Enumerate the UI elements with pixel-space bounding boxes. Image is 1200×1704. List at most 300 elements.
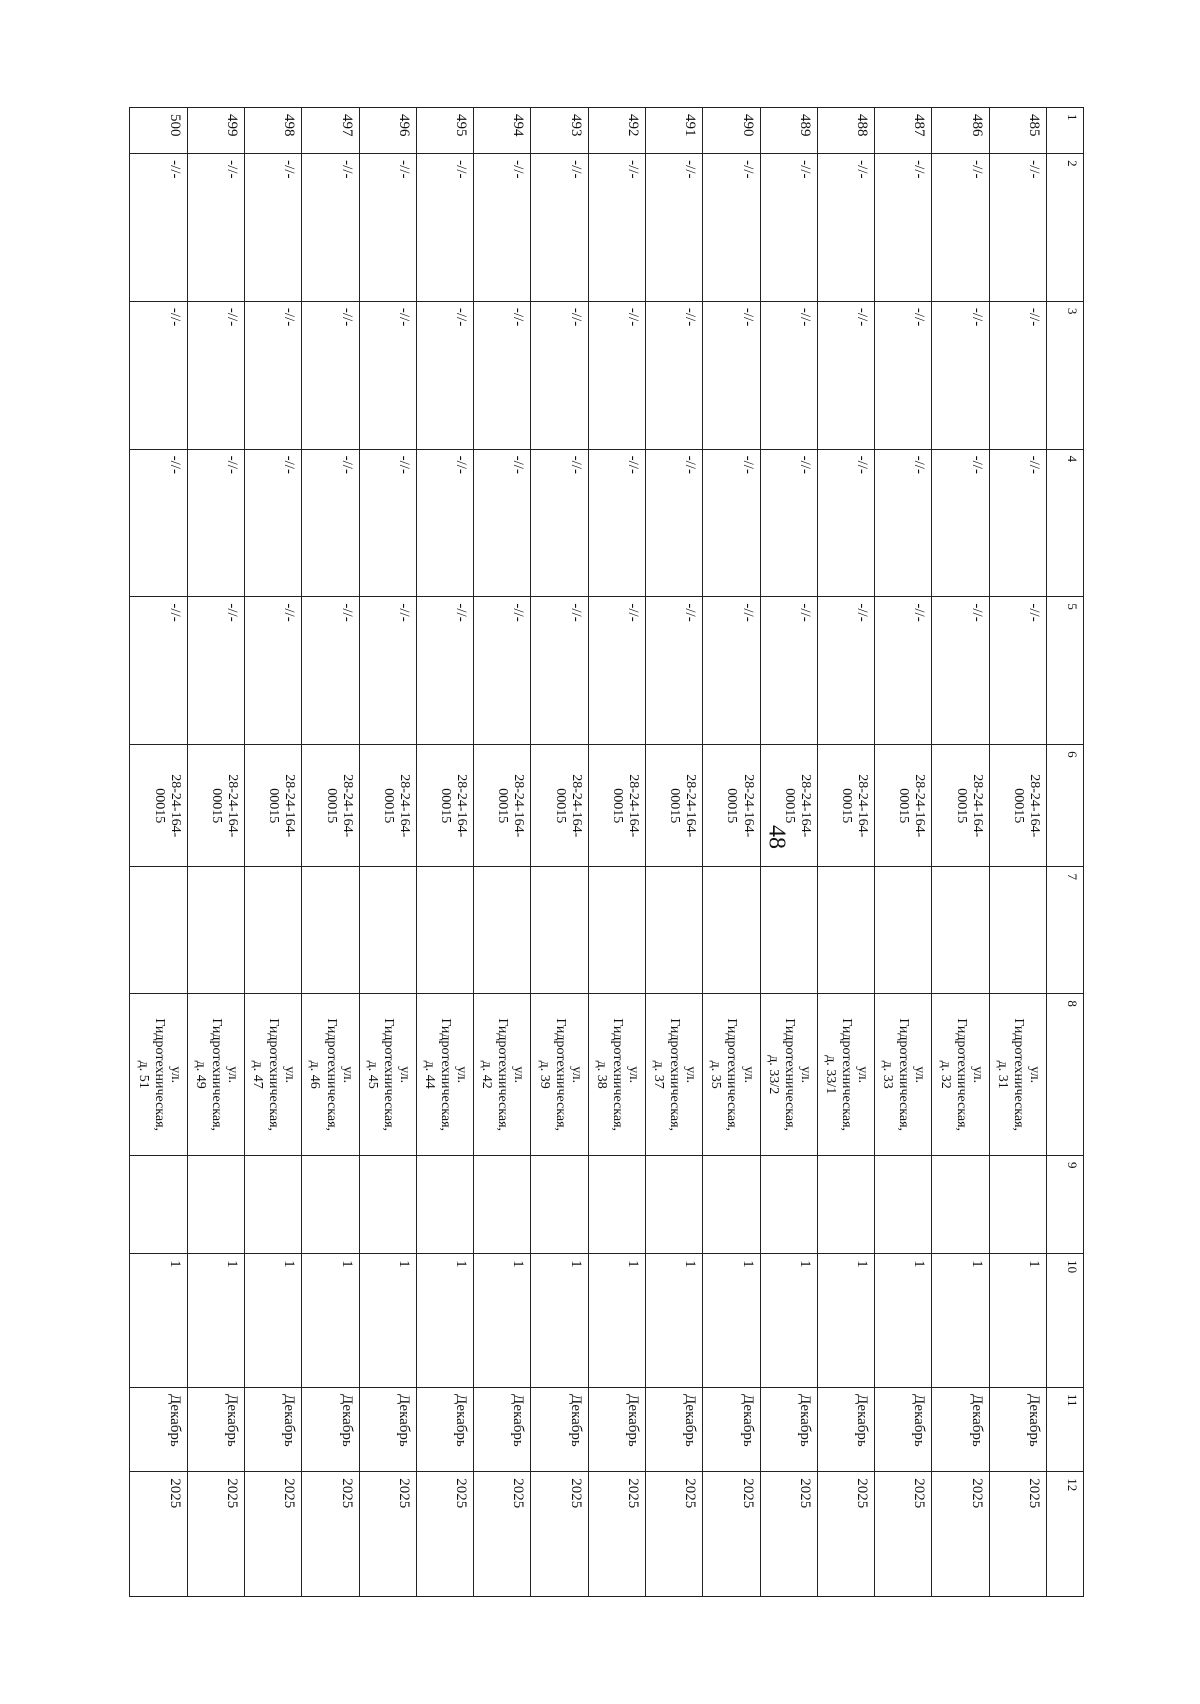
address-line: Гидротехническая, (495, 1018, 511, 1132)
cell-col-2: -//- (760, 154, 817, 302)
address-line: ул. (855, 1066, 871, 1084)
cell-col-2: -//- (359, 154, 416, 302)
address-line: Гидротехническая, (609, 1018, 625, 1132)
cell-col-3: -//- (531, 301, 588, 449)
address-line: ул. (683, 1066, 699, 1084)
address-line: Гидротехническая, (1010, 1018, 1026, 1132)
table-row (588, 108, 645, 1597)
cadastral-number-line: 28-24-164- (1027, 774, 1042, 838)
cell-col-7 (245, 867, 302, 994)
row-number: 493 (531, 108, 588, 154)
cell-col-3: -//- (474, 301, 531, 449)
cell-col-7 (646, 867, 703, 994)
column-header-9: 9 (1047, 1156, 1084, 1254)
address-line: Гидротехническая, (208, 1018, 224, 1132)
address-line: д. 37 (651, 1060, 667, 1089)
cell-col-3: -//- (646, 301, 703, 449)
cadastral-number-line: 28-24-164- (396, 774, 412, 838)
cadastral-number-line: 28-24-164- (626, 774, 642, 838)
cell-col-2: -//- (703, 154, 760, 302)
address-line: д. 39 (536, 1060, 552, 1089)
cadastral-number (416, 745, 473, 867)
month-cell: Декабрь (703, 1388, 760, 1472)
cell-col-2: -//- (932, 154, 989, 302)
address-line: Гидротехническая, (724, 1018, 740, 1132)
table-row (932, 108, 989, 1597)
year-cell: 2025 (760, 1472, 817, 1597)
column-header-2: 2 (1047, 154, 1084, 302)
cell-col-5: -//- (875, 597, 932, 745)
cell-col-9 (817, 1156, 874, 1254)
cell-col-9 (416, 1156, 473, 1254)
cell-col-2: -//- (531, 154, 588, 302)
cell-col-5: -//- (703, 597, 760, 745)
quantity-cell: 1 (817, 1254, 874, 1388)
address-line: д. 49 (192, 1060, 208, 1089)
cell-col-7 (130, 867, 187, 994)
address-cell (646, 994, 703, 1156)
address-line: ул. (339, 1066, 355, 1084)
cell-col-7 (703, 867, 760, 994)
address-line: д. 33/1 (822, 1055, 838, 1095)
table-row (817, 108, 874, 1597)
month-cell: Декабрь (302, 1388, 359, 1472)
table-body (130, 108, 1084, 1597)
cell-col-9 (302, 1156, 359, 1254)
cadastral-number-line: 00015 (724, 788, 740, 824)
cell-col-9 (703, 1156, 760, 1254)
year-cell: 2025 (588, 1472, 645, 1597)
cell-col-3: -//- (588, 301, 645, 449)
cadastral-number-line: 00015 (781, 788, 797, 824)
cell-col-4: -//- (989, 449, 1046, 597)
address-line: д. 35 (708, 1060, 724, 1089)
address-cell (588, 994, 645, 1156)
address-cell (187, 994, 244, 1156)
quantity-cell: 1 (646, 1254, 703, 1388)
cell-col-4: -//- (245, 449, 302, 597)
year-cell: 2025 (875, 1472, 932, 1597)
cadastral-number (703, 745, 760, 867)
cell-col-5: -//- (760, 597, 817, 745)
address-line: д. 33/2 (765, 1055, 781, 1095)
address-line: ул. (225, 1066, 241, 1084)
address-line: ул. (167, 1066, 183, 1084)
row-number: 496 (359, 108, 416, 154)
cadastral-number (875, 745, 932, 867)
address-line: д. 44 (422, 1060, 437, 1089)
cell-col-4: -//- (359, 449, 416, 597)
quantity-cell: 1 (703, 1254, 760, 1388)
cell-col-2: -//- (130, 154, 187, 302)
year-cell: 2025 (245, 1472, 302, 1597)
year-cell: 2025 (130, 1472, 187, 1597)
page-number: 48 (763, 825, 790, 849)
cadastral-number-line: 00015 (953, 788, 969, 824)
cadastral-number-line: 00015 (438, 788, 454, 824)
address-line: ул. (740, 1066, 756, 1084)
column-header-6: 6 (1047, 745, 1084, 867)
cell-col-2: -//- (875, 154, 932, 302)
cell-col-7 (474, 867, 531, 994)
row-number: 497 (302, 108, 359, 154)
address-cell (302, 994, 359, 1156)
year-cell: 2025 (187, 1472, 244, 1597)
cadastral-number-line: 28-24-164- (912, 774, 928, 838)
address-line: д. 33 (880, 1060, 896, 1089)
cell-col-9 (531, 1156, 588, 1254)
cell-col-9 (760, 1156, 817, 1254)
address-cell (817, 994, 874, 1156)
column-header-10: 10 (1047, 1254, 1084, 1388)
address-line: ул. (282, 1066, 298, 1084)
address-cell (875, 994, 932, 1156)
cell-col-9 (932, 1156, 989, 1254)
cell-col-7 (416, 867, 473, 994)
address-line: ул. (626, 1066, 642, 1084)
table-row (989, 108, 1046, 1597)
column-header-5: 5 (1047, 597, 1084, 745)
table-row (416, 108, 473, 1597)
address-line: Гидротехническая, (438, 1018, 454, 1132)
address-line: ул. (969, 1066, 985, 1084)
row-number: 489 (760, 108, 817, 154)
address-line: Гидротехническая, (667, 1018, 683, 1132)
table-row (474, 108, 531, 1597)
cadastral-number (245, 745, 302, 867)
address-line: Гидротехническая, (839, 1018, 855, 1132)
cadastral-number (359, 745, 416, 867)
cell-col-7 (588, 867, 645, 994)
cell-col-2: -//- (989, 154, 1046, 302)
year-cell: 2025 (416, 1472, 473, 1597)
table-row (646, 108, 703, 1597)
cell-col-3: -//- (302, 301, 359, 449)
address-line: Гидротехническая, (323, 1018, 339, 1132)
cadastral-number-line: 00015 (896, 788, 912, 824)
cell-col-5: -//- (416, 597, 473, 745)
rotated-table-frame (135, 107, 1084, 1597)
address-cell (130, 994, 187, 1156)
month-cell: Декабрь (531, 1388, 588, 1472)
month-cell: Декабрь (646, 1388, 703, 1472)
address-line: Гидротехническая, (953, 1018, 969, 1132)
address-line: д. 32 (937, 1060, 953, 1089)
quantity-cell: 1 (302, 1254, 359, 1388)
quantity-cell: 1 (416, 1254, 473, 1388)
quantity-cell: 1 (130, 1254, 187, 1388)
address-line: д. 31 (994, 1060, 1010, 1089)
quantity-cell: 1 (588, 1254, 645, 1388)
row-number: 494 (474, 108, 531, 154)
month-cell: Декабрь (245, 1388, 302, 1472)
cadastral-number-line: 28-24-164- (797, 774, 813, 838)
cadastral-number (760, 745, 817, 867)
quantity-cell: 1 (474, 1254, 531, 1388)
table-row (359, 108, 416, 1597)
cell-col-4: -//- (416, 449, 473, 597)
year-cell: 2025 (302, 1472, 359, 1597)
cell-col-9 (130, 1156, 187, 1254)
cell-col-5: -//- (187, 597, 244, 745)
cadastral-number (817, 745, 874, 867)
cell-col-3: -//- (875, 301, 932, 449)
cell-col-7 (817, 867, 874, 994)
table-row (187, 108, 244, 1597)
address-line: д. 51 (135, 1060, 151, 1089)
cadastral-number-line: 28-24-164- (855, 774, 871, 838)
cell-col-4: -//- (703, 449, 760, 597)
table-row (130, 108, 187, 1597)
cell-col-5: -//- (302, 597, 359, 745)
month-cell: Декабрь (416, 1388, 473, 1472)
cell-col-9 (474, 1156, 531, 1254)
cell-col-2: -//- (416, 154, 473, 302)
cadastral-number (474, 745, 531, 867)
table-row (531, 108, 588, 1597)
month-cell: Декабрь (989, 1388, 1046, 1472)
year-cell: 2025 (646, 1472, 703, 1597)
cell-col-9 (875, 1156, 932, 1254)
cell-col-5: -//- (932, 597, 989, 745)
cell-col-5: -//- (588, 597, 645, 745)
cadastral-number-line: 00015 (380, 788, 396, 824)
address-line: д. 45 (364, 1060, 380, 1089)
row-number: 500 (130, 108, 187, 154)
cell-col-3: -//- (703, 301, 760, 449)
cadastral-number (932, 745, 989, 867)
cadastral-number-line: 00015 (609, 788, 625, 824)
month-cell: Декабрь (187, 1388, 244, 1472)
column-header-11: 11 (1047, 1388, 1084, 1472)
cell-col-4: -//- (875, 449, 932, 597)
month-cell: Декабрь (588, 1388, 645, 1472)
cell-col-5: -//- (531, 597, 588, 745)
cell-col-4: -//- (130, 449, 187, 597)
cell-col-3: -//- (817, 301, 874, 449)
cadastral-number-line: 28-24-164- (740, 774, 756, 838)
address-line: ул. (797, 1066, 813, 1084)
address-line: Гидротехническая, (552, 1018, 568, 1132)
month-cell: Декабрь (760, 1388, 817, 1472)
cell-col-2: -//- (646, 154, 703, 302)
year-cell: 2025 (531, 1472, 588, 1597)
cadastral-number (646, 745, 703, 867)
cell-col-3: -//- (130, 301, 187, 449)
cadastral-number-line: 00015 (266, 788, 282, 824)
quantity-cell: 1 (531, 1254, 588, 1388)
cell-col-4: -//- (302, 449, 359, 597)
cell-col-2: -//- (588, 154, 645, 302)
address-cell (416, 994, 473, 1156)
cell-col-3: -//- (989, 301, 1046, 449)
row-number: 485 (989, 108, 1046, 154)
address-cell (989, 994, 1046, 1156)
address-line: ул. (568, 1066, 584, 1084)
year-cell: 2025 (817, 1472, 874, 1597)
quantity-cell: 1 (989, 1254, 1046, 1388)
address-cell (359, 994, 416, 1156)
row-number: 490 (703, 108, 760, 154)
cadastral-number-line: 00015 (839, 788, 855, 824)
month-cell: Декабрь (359, 1388, 416, 1472)
month-cell: Декабрь (932, 1388, 989, 1472)
cadastral-number-line: 00015 (495, 788, 511, 824)
table-row (703, 108, 760, 1597)
cell-col-4: -//- (646, 449, 703, 597)
cell-col-4: -//- (760, 449, 817, 597)
cell-col-7 (187, 867, 244, 994)
cadastral-number-line: 28-24-164- (454, 774, 470, 838)
year-cell: 2025 (703, 1472, 760, 1597)
table-container (135, 107, 1084, 1597)
year-cell: 2025 (989, 1472, 1046, 1597)
cell-col-9 (245, 1156, 302, 1254)
cadastral-number-line: 28-24-164- (568, 774, 584, 838)
address-cell (474, 994, 531, 1156)
cell-col-3: -//- (760, 301, 817, 449)
month-cell: Декабрь (474, 1388, 531, 1472)
cadastral-number (130, 745, 187, 867)
column-header-4: 4 (1047, 449, 1084, 597)
address-line: ул. (396, 1066, 412, 1084)
data-table (130, 107, 1085, 1597)
cell-col-2: -//- (302, 154, 359, 302)
cell-col-5: -//- (474, 597, 531, 745)
address-line: Гидротехническая, (896, 1018, 912, 1132)
cadastral-number (302, 745, 359, 867)
cell-col-2: -//- (817, 154, 874, 302)
row-number: 495 (416, 108, 473, 154)
cell-col-7 (875, 867, 932, 994)
column-header-12: 12 (1047, 1472, 1084, 1597)
address-line: ул. (454, 1066, 470, 1084)
cell-col-7 (760, 867, 817, 994)
address-line: ул. (511, 1066, 527, 1084)
cell-col-9 (187, 1156, 244, 1254)
cell-col-2: -//- (474, 154, 531, 302)
cadastral-number-line: 00015 (552, 788, 568, 824)
cadastral-number-line: 28-24-164- (167, 774, 183, 838)
address-line: Гидротехническая, (781, 1018, 797, 1132)
cell-col-4: -//- (588, 449, 645, 597)
cadastral-number-line: 28-24-164- (511, 774, 527, 838)
cadastral-number-line: 00015 (151, 788, 167, 824)
cell-col-3: -//- (187, 301, 244, 449)
address-cell (531, 994, 588, 1156)
cell-col-5: -//- (359, 597, 416, 745)
cell-col-9 (588, 1156, 645, 1254)
cell-col-4: -//- (474, 449, 531, 597)
cell-col-7 (531, 867, 588, 994)
address-line: ул. (1027, 1066, 1042, 1084)
cell-col-7 (359, 867, 416, 994)
cell-col-7 (932, 867, 989, 994)
cadastral-number-line: 00015 (208, 788, 224, 824)
row-number: 488 (817, 108, 874, 154)
cell-col-3: -//- (245, 301, 302, 449)
year-cell: 2025 (932, 1472, 989, 1597)
cell-col-7 (989, 867, 1046, 994)
cadastral-number (531, 745, 588, 867)
quantity-cell: 1 (245, 1254, 302, 1388)
address-line: д. 42 (479, 1060, 495, 1089)
month-cell: Декабрь (875, 1388, 932, 1472)
address-line: Гидротехническая, (151, 1018, 167, 1132)
address-cell (703, 994, 760, 1156)
table-row (245, 108, 302, 1597)
cadastral-number (588, 745, 645, 867)
cell-col-3: -//- (359, 301, 416, 449)
cadastral-number (989, 745, 1046, 867)
cell-col-4: -//- (932, 449, 989, 597)
row-number: 487 (875, 108, 932, 154)
cell-col-9 (989, 1156, 1046, 1254)
address-line: д. 47 (250, 1060, 266, 1089)
table-row (875, 108, 932, 1597)
column-header-8: 8 (1047, 994, 1084, 1156)
cell-col-2: -//- (187, 154, 244, 302)
cell-col-2: -//- (245, 154, 302, 302)
cell-col-5: -//- (989, 597, 1046, 745)
column-header-1: 1 (1047, 108, 1084, 154)
header-row (1047, 108, 1084, 1597)
cadastral-number-line: 00015 (667, 788, 683, 824)
row-number: 492 (588, 108, 645, 154)
address-cell (760, 994, 817, 1156)
cadastral-number-line: 00015 (1010, 788, 1026, 824)
address-cell (245, 994, 302, 1156)
year-cell: 2025 (474, 1472, 531, 1597)
address-cell (932, 994, 989, 1156)
cadastral-number-line: 28-24-164- (969, 774, 985, 838)
cell-col-7 (302, 867, 359, 994)
quantity-cell: 1 (875, 1254, 932, 1388)
cell-col-3: -//- (416, 301, 473, 449)
cell-col-3: -//- (932, 301, 989, 449)
table-row (760, 108, 817, 1597)
cell-col-5: -//- (245, 597, 302, 745)
cell-col-5: -//- (817, 597, 874, 745)
cell-col-5: -//- (646, 597, 703, 745)
quantity-cell: 1 (187, 1254, 244, 1388)
year-cell: 2025 (359, 1472, 416, 1597)
cell-col-4: -//- (817, 449, 874, 597)
row-number: 499 (187, 108, 244, 154)
cadastral-number (187, 745, 244, 867)
quantity-cell: 1 (359, 1254, 416, 1388)
cell-col-9 (646, 1156, 703, 1254)
address-line: д. 38 (593, 1060, 609, 1089)
address-line: Гидротехническая, (266, 1018, 282, 1132)
cell-col-4: -//- (187, 449, 244, 597)
row-number: 486 (932, 108, 989, 154)
cadastral-number-line: 28-24-164- (339, 774, 355, 838)
quantity-cell: 1 (932, 1254, 989, 1388)
month-cell: Декабрь (817, 1388, 874, 1472)
cadastral-number-line: 00015 (323, 788, 339, 824)
row-number: 498 (245, 108, 302, 154)
address-line: д. 46 (307, 1060, 323, 1089)
cell-col-5: -//- (130, 597, 187, 745)
cell-col-9 (359, 1156, 416, 1254)
cadastral-number-line: 28-24-164- (282, 774, 298, 838)
table-row (302, 108, 359, 1597)
cadastral-number-line: 28-24-164- (225, 774, 241, 838)
cadastral-number-line: 28-24-164- (683, 774, 699, 838)
address-line: Гидротехническая, (380, 1018, 396, 1132)
cell-col-4: -//- (531, 449, 588, 597)
